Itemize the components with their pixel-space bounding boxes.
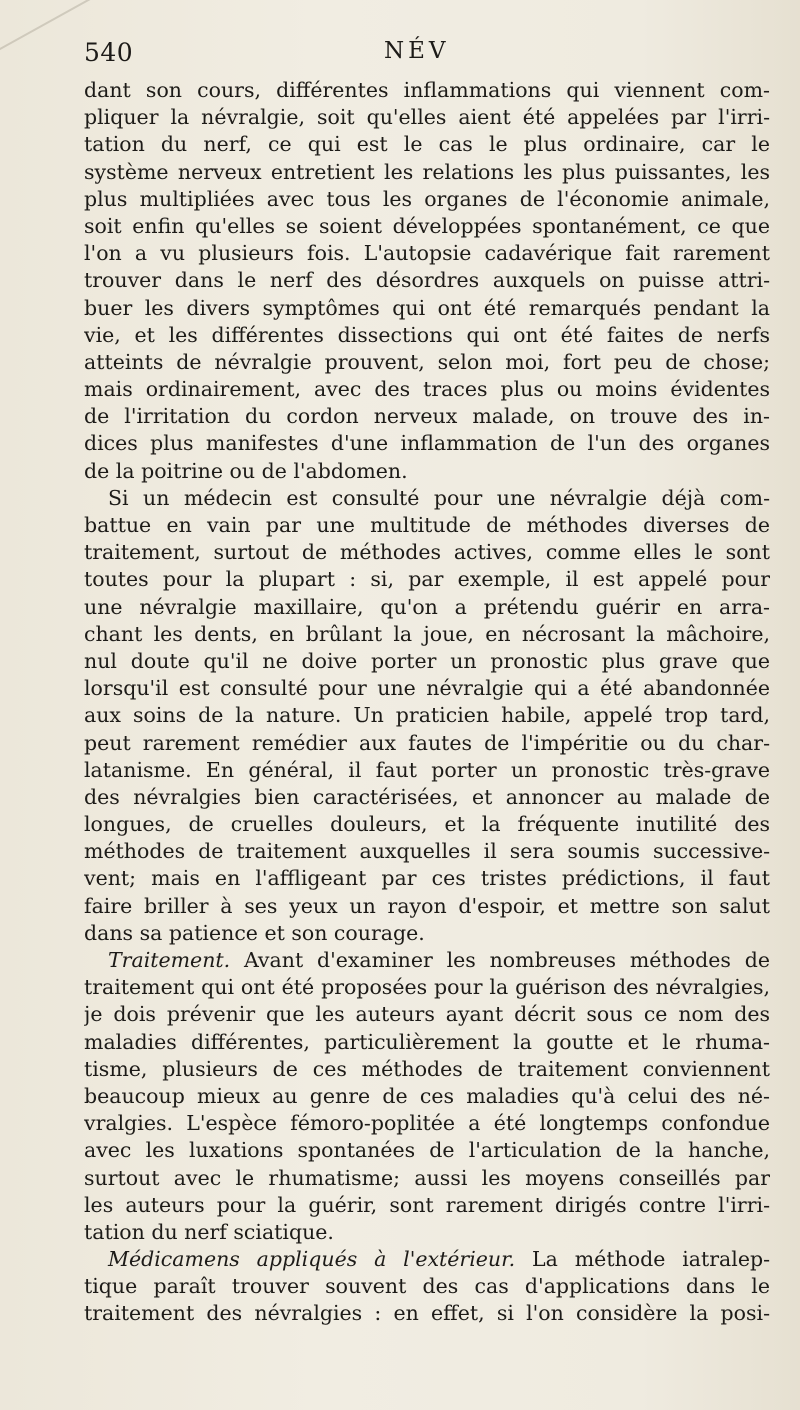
text-line: dices plus manifestes d'une inflammation de l'un des organes	[84, 431, 770, 456]
text-line: faire briller à ses yeux un rayon d'espoir, et mettre son salut	[84, 893, 770, 918]
text-line: atteints de névralgie prouvent, selon moi, fort peu de chose;	[84, 349, 770, 374]
running-head	[84, 38, 774, 72]
text-line: toutes pour la plupart : si, par exemple, il est appelé pour	[84, 567, 770, 592]
text-line: traitement qui ont été proposées pour la guérison des névralgies,	[84, 975, 770, 1000]
text-line: pliquer la névralgie, soit qu'elles aient été appelées par l'irri-	[84, 105, 770, 130]
section-heading-medicamens: Médicamens appliqués à l'extérieur.	[108, 1247, 516, 1272]
text-line: peut rarement remédier aux fautes de l'impéritie ou du char-	[84, 730, 770, 755]
text-line: vent; mais en l'affligeant par ces tristes prédictions, il faut	[84, 866, 770, 891]
text-line: les auteurs pour la guérir, sont rarement dirigés contre l'irri-	[84, 1192, 770, 1217]
text-line: tisme, plusieurs de ces méthodes de traitement conviennent	[84, 1056, 770, 1081]
text-run: La méthode iatralep-	[515, 1247, 770, 1272]
text-line: vralgies. L'espèce fémoro-poplitée a été longtemps confondue	[84, 1111, 770, 1136]
text-line	[84, 947, 770, 974]
body-text	[84, 77, 770, 1328]
paragraph	[84, 77, 770, 485]
text-line: nul doute qu'il ne doive porter un pronostic plus grave que	[84, 648, 770, 673]
text-line: soit enfin qu'elles se soient développées spontanément, ce que	[84, 213, 770, 238]
text-line: traitement des névralgies : en effet, si l'on considère la posi-	[84, 1301, 770, 1326]
text-run: Avant d'examiner les nombreuses méthodes de	[230, 948, 770, 972]
text-line: aux soins de la nature. Un praticien habile, appelé trop tard,	[84, 703, 770, 728]
text-line: chant les dents, en brûlant la joue, en nécrosant la mâchoire,	[84, 621, 770, 646]
running-head-title: NÉV	[384, 38, 450, 64]
text-line: tation du nerf sciatique.	[84, 1219, 334, 1244]
text-line: mais ordinairement, avec des traces plus ou moins évidentes	[84, 377, 770, 402]
page-number: 540	[84, 38, 134, 67]
text-line: tique paraît trouver souvent des cas d'applications dans le	[84, 1274, 770, 1299]
text-line: maladies différentes, particulièrement la goutte et le rhuma-	[84, 1029, 770, 1054]
text-line: une névralgie maxillaire, qu'on a prétendu guérir en arra-	[84, 594, 770, 619]
text-line: battue en vain par une multitude de méthodes diverses de	[84, 513, 770, 537]
text-line: Si un médecin est consulté pour une névralgie déjà com-	[108, 485, 770, 510]
text-line: méthodes de traitement auxquelles il sera soumis successive-	[84, 839, 770, 864]
text-line: avec les luxations spontanées de l'articulation de la hanche,	[84, 1138, 770, 1163]
text-line: lorsqu'il est consulté pour une névralgie qui a été abandonnée	[84, 676, 770, 701]
text-line: je dois prévenir que les auteurs ayant décrit sous ce nom des	[84, 1002, 770, 1027]
paragraph	[84, 485, 770, 947]
text-line: longues, de cruelles douleurs, et la fréquente inutilité des	[84, 812, 770, 837]
text-line: beaucoup mieux au genre de ces maladies qu'à celui des né-	[84, 1083, 770, 1108]
text-line: de l'irritation du cordon nerveux malade, on trouve des in-	[84, 404, 770, 429]
section-heading-traitement: Traitement.	[108, 948, 231, 972]
text-line: traitement, surtout de méthodes actives, comme elles le sont	[84, 540, 770, 565]
text-line: surtout avec le rhumatisme; aussi les moyens conseillés par	[84, 1165, 770, 1190]
text-line: dant son cours, différentes inflammations qui viennent com-	[84, 78, 770, 102]
text-line: buer les divers symptômes qui ont été remarqués pendant la	[84, 295, 770, 320]
text-line: dans sa patience et son courage.	[84, 920, 425, 945]
text-line: latanisme. En général, il faut porter un pronostic très-grave	[84, 757, 770, 782]
paragraph	[84, 1246, 770, 1328]
text-line: l'on a vu plusieurs fois. L'autopsie cadavérique fait rarement	[84, 241, 770, 266]
text-line: plus multipliées avec tous les organes de l'économie animale,	[84, 186, 770, 211]
text-line: trouver dans le nerf des désordres auxquels on puisse attri-	[84, 268, 770, 293]
text-line	[84, 1246, 770, 1273]
text-line: vie, et les différentes dissections qui ont été faites de nerfs	[84, 322, 770, 347]
text-line: des névralgies bien caractérisées, et annoncer au malade de	[84, 784, 770, 809]
text-line: tation du nerf, ce qui est le cas le plus ordinaire, car le	[84, 132, 770, 157]
text-line: système nerveux entretient les relations les plus puissantes, les	[84, 159, 770, 184]
text-line: de la poitrine ou de l'abdomen.	[84, 458, 408, 483]
paragraph	[84, 947, 770, 1246]
